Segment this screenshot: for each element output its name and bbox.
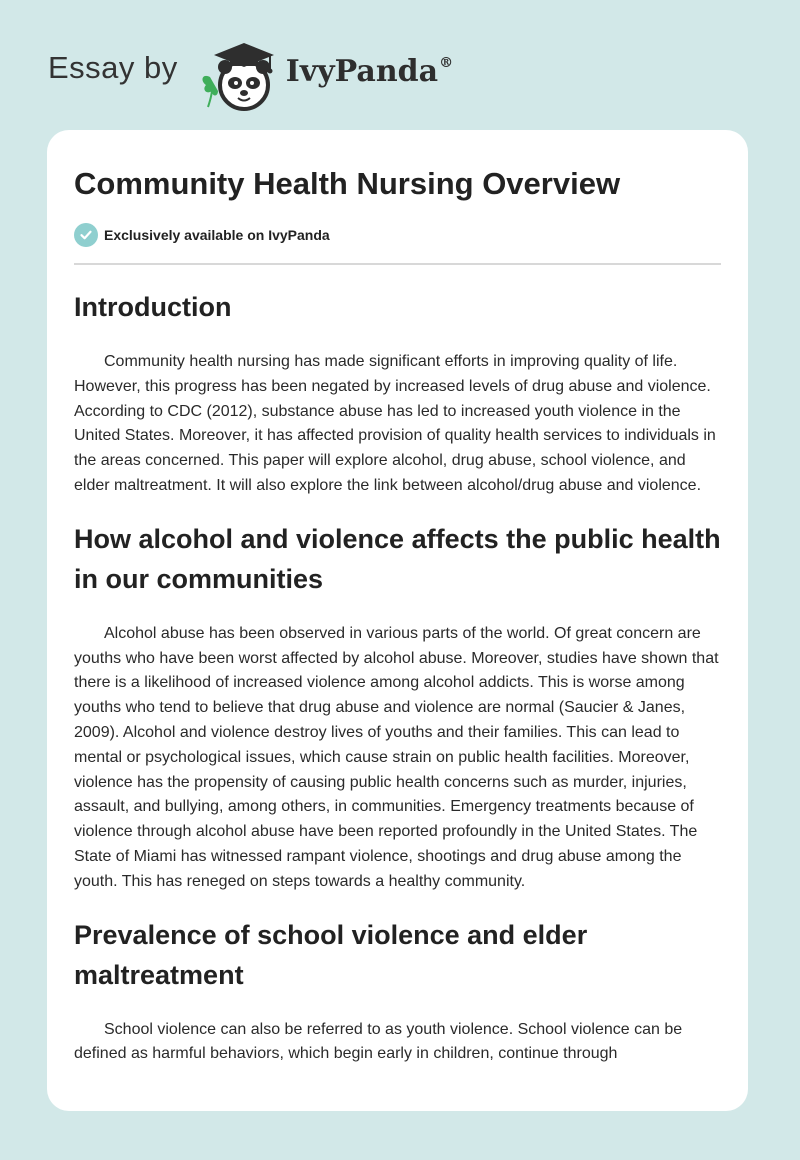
panda-graduate-logo-icon[interactable]	[196, 33, 282, 113]
page-title: Community Health Nursing Overview	[74, 166, 621, 201]
section-paragraph: Community health nursing has made significant efforts in improving quality of life. However, this progress has been negated by increased levels of drug abuse and violence. According to CDC (2012), substance abuse has led to increased youth violence in the United States. Moreover, it has affected provision of quality health services to individuals in the areas concerned. This paper will explore alcohol, drug abuse, school violence, and elder maltreatment. It will also explore the link between alcohol/drug abuse and violence.	[74, 353, 716, 494]
panda-logo-svg	[196, 33, 282, 113]
section-heading: How alcohol and violence affects the public health in our communities	[74, 523, 721, 594]
exclusive-label: Exclusively available on IvyPanda	[104, 227, 330, 243]
section-alcohol-violence	[74, 519, 721, 895]
section-school-violence	[74, 915, 721, 1068]
essay-by-label: Essay by	[48, 50, 178, 85]
section-paragraph: School violence can also be referred to as youth violence. School violence can be defined as harmful behaviors, which begin early in children, continue through	[74, 1020, 683, 1063]
brand-name[interactable]	[286, 54, 453, 89]
article-card	[47, 130, 748, 1111]
brand-text: IvyPanda	[285, 53, 439, 89]
check-icon	[74, 223, 98, 247]
section-introduction	[74, 287, 721, 499]
site-header	[48, 28, 453, 118]
check-mark-svg	[79, 228, 93, 242]
registered-mark: ®	[439, 54, 454, 71]
section-heading: Introduction	[74, 292, 232, 322]
section-paragraph: Alcohol abuse has been observed in various parts of the world. Of great concern are youths who have been worst affected by alcohol abuse. Moreover, studies have shown that there is a likelihood of increased violence among alcohol addicts. This is worse among youths who tend to believe that drug abuse and violence are normal (Saucier & Janes, 2009). Alcohol and violence destroy lives of youths and their families. This can lead to mental or psychological issues, which cause strain on public health facilities. Moreover, violence has the propensity of causing public health concerns such as murder, injuries, assault, and bullying, among others, in communities. Emergency treatments because of violence through alcohol abuse have been reported profoundly in the United States. The State of Miami has witnessed rampant violence, shootings and drug abuse among the youth. This has reneged on steps towards a healthy community.	[74, 624, 719, 890]
exclusive-badge	[74, 222, 721, 248]
section-heading: Prevalence of school violence and elder maltreatment	[74, 919, 588, 990]
title-divider	[74, 263, 721, 265]
